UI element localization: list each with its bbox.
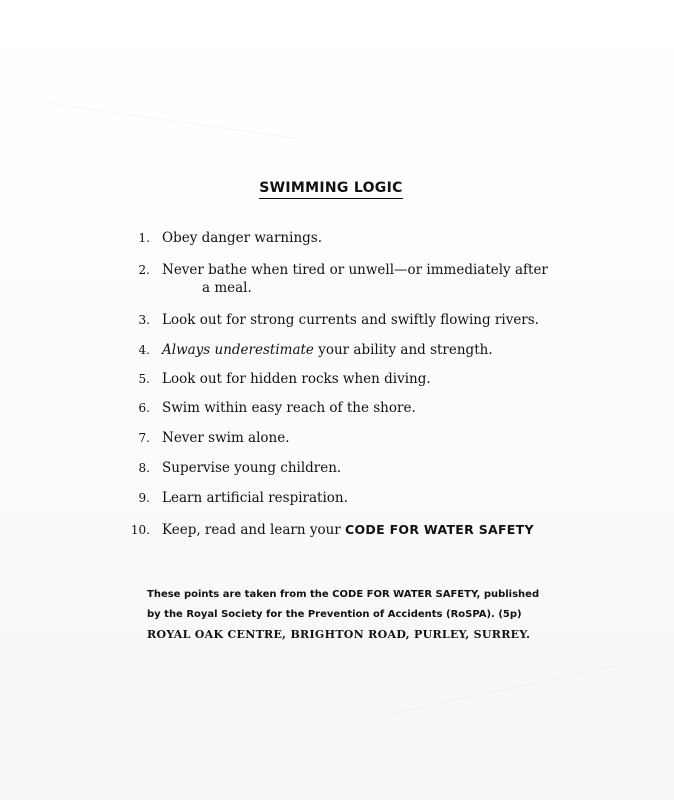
item-text-line1: Never bathe when tired or unwell—or immediately after [162,262,548,278]
item-number: 5. [138,372,150,386]
item-text: Learn artificial respiration. [162,490,348,506]
item-number: 9. [138,491,150,505]
item-number: 1. [138,231,150,245]
item-number: 3. [138,313,150,327]
item-number: 6. [138,401,150,415]
item-text-rest: your ability and strength. [313,342,493,358]
footer-note [147,585,547,645]
item-text: Obey danger warnings. [162,230,323,246]
item-text: Look out for strong currents and swiftly flowing rivers. [162,312,539,328]
item-number: 8. [138,461,150,475]
item-number: 2. [138,263,150,277]
title-text: SWIMMING LOGIC [259,180,402,199]
item-emphasis: Always underestimate [162,342,314,358]
item-text: Look out for hidden rocks when diving. [162,371,431,387]
item-text [162,521,534,539]
item-text: Never swim alone. [162,430,290,446]
item-number: 7. [138,431,150,445]
item-number: 10. [130,523,150,537]
item-text-continuation: a meal. [202,280,252,296]
item-code-title: CODE FOR WATER SAFETY [345,522,534,537]
item-text-lead: Keep, read and learn your [162,522,346,538]
item-text: Swim within easy reach of the shore. [162,400,416,416]
footer-address: ROYAL OAK CENTRE, BRIGHTON ROAD, PURLEY, SURREY. [147,628,531,641]
item-text [162,261,548,297]
item-text: Supervise young children. [162,460,342,476]
footer-line: These points are taken from the CODE FOR WATER SAFETY, published [147,589,540,600]
footer-line: by the Royal Society for the Prevention of Accidents (RoSPA). (5p) [147,609,522,620]
item-text [162,341,493,359]
item-number: 4. [138,343,150,357]
